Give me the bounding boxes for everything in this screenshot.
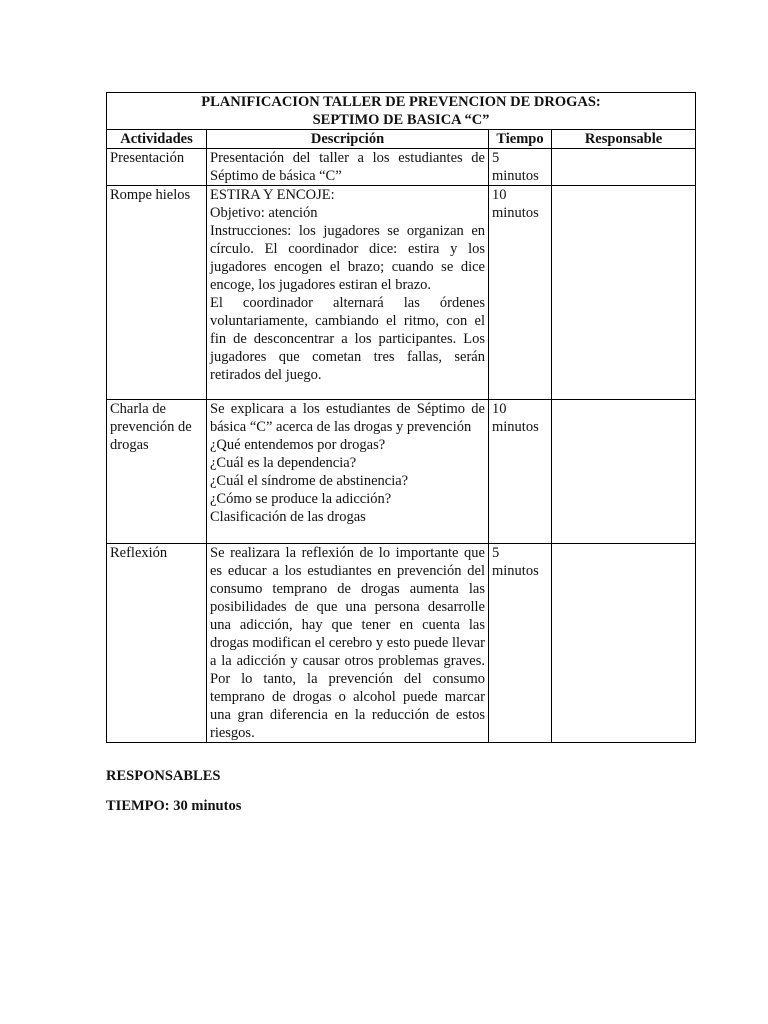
table-row [107,149,696,186]
title-line-1: PLANIFICACION TALLER DE PREVENCION DE DROGAS: [201,94,601,110]
activity-cell: Presentación [107,149,207,186]
description-cell [207,400,489,544]
description-paragraph: ¿Cuál el síndrome de abstinencia? [210,473,409,489]
description-paragraph: Objetivo: atención [210,205,318,221]
title-row [107,93,696,130]
description-paragraph: Presentación del taller a los estudiantes de Séptimo de básica “C” [210,150,485,184]
header-tiempo: Tiempo [489,130,552,149]
header-actividades: Actividades [107,130,207,149]
table-row [107,186,696,400]
header-descripcion: Descripción [207,130,489,149]
description-paragraph: Instrucciones: los jugadores se organizan en círculo. El coordinador dice: estira y los jugadores encogen el brazo; cuando se dice encoge, los jugadores estiran el brazo. [210,223,485,293]
total-time: TIEMPO: 30 minutos [106,798,242,814]
responsible-cell [552,544,696,743]
time-cell: 10 minutos [489,400,552,544]
description-paragraph: ¿Qué entendemos por drogas? [210,437,386,453]
responsible-cell [552,400,696,544]
time-cell: 5 minutos [489,149,552,186]
title-line-2: SEPTIMO DE BASICA “C” [312,112,490,128]
planning-table [106,92,696,743]
activity-cell: Rompe hielos [107,186,207,400]
table-row [107,544,696,743]
description-paragraph: El coordinador alternará las órdenes voluntariamente, cambiando el ritmo, con el fin de desconcentrar a los participantes. Los jugadores que cometan tres fallas, serán retirados del juego. [210,295,485,383]
responsible-cell [552,149,696,186]
table-title [107,93,696,130]
description-paragraph: Clasificación de las drogas [210,509,366,525]
description-paragraph: ¿Cómo se produce la adicción? [210,491,392,507]
responsables-heading: RESPONSABLES [106,768,221,784]
description-paragraph: ESTIRA Y ENCOJE: [210,187,335,203]
description-paragraph: Se realizara la reflexión de lo importante que es educar a los estudiantes en prevención del consumo temprano de drogas aumenta las posibilidades de que una persona desarrolle una adicción, hay que tener en cuenta las drogas modifican el cerebro y esto puede llevar a la adicción y causar otros problemas graves. Por lo tanto, la prevención del consumo temprano de drogas o alcohol puede marcar una gran diferencia en la reducción de estos riesgos. [210,545,485,741]
description-paragraph: Se explicara a los estudiantes de Séptimo de básica “C” acerca de las drogas y prevención [210,401,485,435]
time-cell: 10 minutos [489,186,552,400]
activity-cell: Charla de prevención de drogas [107,400,207,544]
table-row [107,400,696,544]
responsible-cell [552,186,696,400]
time-cell: 5 minutos [489,544,552,743]
header-responsable: Responsable [552,130,696,149]
description-paragraph: ¿Cuál es la dependencia? [210,455,357,471]
activity-cell: Reflexión [107,544,207,743]
description-cell [207,544,489,743]
description-cell [207,149,489,186]
header-row [107,130,696,149]
description-cell [207,186,489,400]
